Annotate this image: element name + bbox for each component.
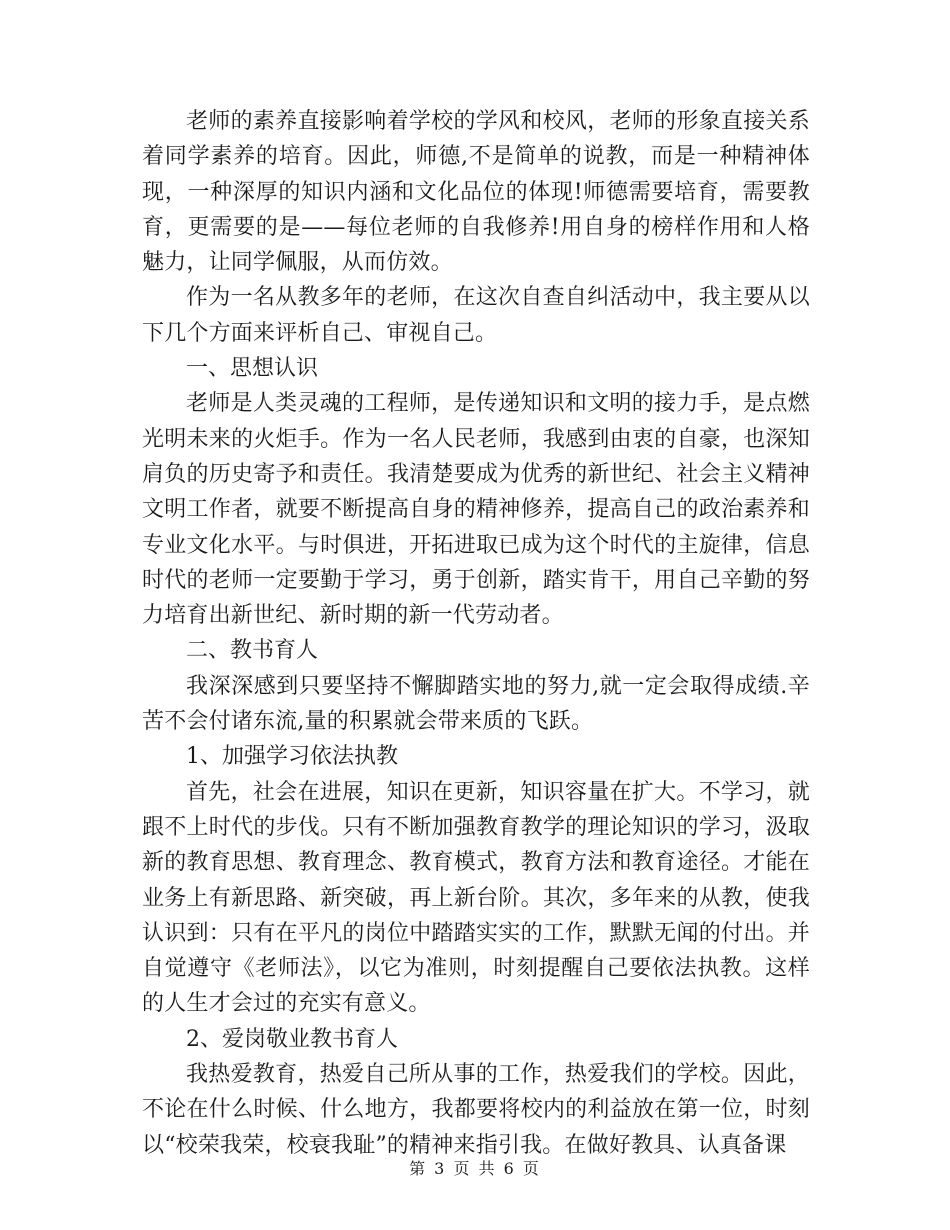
paragraph: 作为一名从教多年的老师，在这次自查自纠活动中，我主要从以下几个方面来评析自己、审视自己。 bbox=[142, 285, 810, 346]
paragraph: 首先，社会在进展，知识在更新，知识容量在扩大。不学习，就跟不上时代的步伐。只有不断加强教育教学的理论知识的学习，汲取新的教育思想、教育理念、教育模式，教育方法和教育途径。才能在业务上有新思路、新突破，再上新台阶。其次，多年来的从教，使我认识到：只有在平凡的岗位中踏踏实实的工作，默默无闻的付出。并自觉遵守《老师法》，以它为准则，时刻提醒自己要依法执教。这样的人生才会过的充实有意义。 bbox=[142, 779, 810, 1017]
paragraph: 我热爱教育，热爱自己所从事的工作，热爱我们的学校。因此，不论在什么时候、什么地方，我都要将校内的利益放在第一位，时刻以“校荣我荣，校衰我耻”的精神来指引我。在做好教具、认真备课 bbox=[142, 1062, 810, 1158]
paragraph: 老师是人类灵魂的工程师，是传递知识和文明的接力手，是点燃光明未来的火炬手。作为一名人民老师，我感到由衷的自豪，也深知肩负的历史寄予和责任。我清楚要成为优秀的新世纪、社会主义精神文明工作者，就要不断提高自身的精神修养，提高自己的政治素养和专业文化水平。与时俱进，开拓进取已成为这个时代的主旋律，信息时代的老师一定要勤于学习，勇于创新，踏实肯干，用自己辛勤的努力培育出新世纪、新时期的新一代劳动者。 bbox=[142, 391, 810, 629]
section-heading: 一、思想认识 bbox=[186, 356, 319, 382]
document-body bbox=[142, 104, 810, 1163]
page-number-footer: 第 3 页 共 6 页 bbox=[409, 1159, 541, 1178]
section-heading: 二、教书育人 bbox=[186, 638, 319, 664]
subsection-heading: 2、爱岗敬业教书育人 bbox=[186, 1026, 398, 1052]
subsection-heading: 1、加强学习依法执教 bbox=[186, 744, 398, 770]
paragraph: 我深深感到只要坚持不懈脚踏实地的努力,就一定会取得成绩.辛苦不会付诸东流,量的积累就会带来质的飞跃。 bbox=[142, 673, 810, 735]
paragraph: 老师的素养直接影响着学校的学风和校风，老师的形象直接关系着同学素养的培育。因此，师德,不是简单的说教，而是一种精神体现，一种深厚的知识内涵和文化品位的体现!师德需要培育，需要教育，更需要的是——每位老师的自我修养!用自身的榜样作用和人格魅力，让同学佩服，从而仿效。 bbox=[142, 109, 810, 276]
